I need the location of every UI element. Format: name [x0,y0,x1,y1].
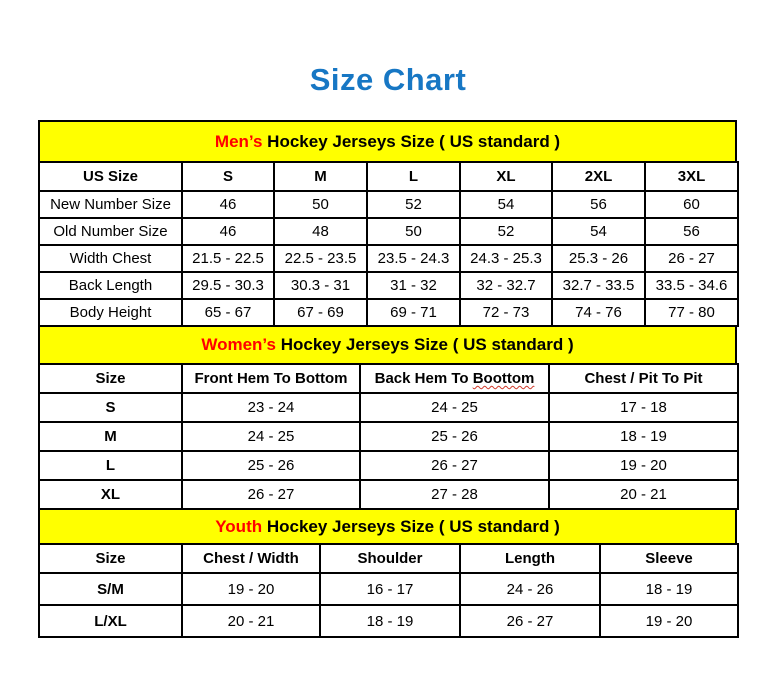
table-cell: 52 [367,191,460,218]
row-label: New Number Size [39,191,182,218]
table-cell: 19 - 20 [182,573,320,605]
column-header: Size [39,544,182,573]
heading-accent-womens: Women’s [201,335,276,354]
column-header: 3XL [645,162,738,191]
table-cell: 16 - 17 [320,573,460,605]
row-label: Width Chest [39,245,182,272]
table-cell: 67 - 69 [274,299,367,326]
table-row [39,393,738,422]
mens-size-table [38,161,739,327]
table-cell: 50 [367,218,460,245]
size-chart [38,120,737,638]
table-cell: 74 - 76 [552,299,645,326]
column-header: Size [39,364,182,393]
section-heading-mens [38,120,737,163]
row-label: M [39,422,182,451]
row-label: S [39,393,182,422]
row-label: XL [39,480,182,509]
table-header-row [39,364,738,393]
table-row [39,299,738,326]
table-cell: 33.5 - 34.6 [645,272,738,299]
table-cell: 72 - 73 [460,299,552,326]
heading-rest-youth: Hockey Jerseys Size ( US standard ) [262,516,560,536]
table-cell: 29.5 - 30.3 [182,272,274,299]
table-cell: 26 - 27 [645,245,738,272]
column-header: Shoulder [320,544,460,573]
table-cell: 65 - 67 [182,299,274,326]
table-cell: 21.5 - 22.5 [182,245,274,272]
table-header-row [39,544,738,573]
column-header: Front Hem To Bottom [182,364,360,393]
row-label: L/XL [39,605,182,637]
heading-rest-mens: Hockey Jerseys Size ( US standard ) [262,131,561,151]
table-row [39,480,738,509]
row-label: Back Length [39,272,182,299]
table-cell: 18 - 19 [549,422,738,451]
table-cell: 48 [274,218,367,245]
table-cell: 32 - 32.7 [460,272,552,299]
column-header: 2XL [552,162,645,191]
table-cell: 30.3 - 31 [274,272,367,299]
table-cell: 26 - 27 [360,451,549,480]
column-header: Length [460,544,600,573]
table-row [39,218,738,245]
table-row [39,422,738,451]
section-heading-womens [38,325,737,365]
column-header: Chest / Width [182,544,320,573]
table-row [39,245,738,272]
table-cell: 25.3 - 26 [552,245,645,272]
table-cell: 23 - 24 [182,393,360,422]
column-header: Sleeve [600,544,738,573]
table-header-row [39,162,738,191]
table-cell: 17 - 18 [549,393,738,422]
table-cell: 24 - 25 [182,422,360,451]
page-title: Size Chart [309,62,467,97]
table-cell: 56 [552,191,645,218]
column-header: L [367,162,460,191]
table-cell: 26 - 27 [182,480,360,509]
table-cell: 77 - 80 [645,299,738,326]
table-cell: 31 - 32 [367,272,460,299]
column-header: XL [460,162,552,191]
section-heading-youth [38,508,737,545]
row-label: Body Height [39,299,182,326]
table-cell: 56 [645,218,738,245]
back-hem-prefix: Back Hem To [374,370,473,387]
column-header-misspelled [360,364,549,393]
heading-rest-womens: Hockey Jerseys Size ( US standard ) [275,335,574,354]
table-row [39,573,738,605]
heading-accent-mens: Men’s [214,131,263,151]
table-cell: 25 - 26 [182,451,360,480]
table-cell: 20 - 21 [182,605,320,637]
table-cell: 24 - 25 [360,393,549,422]
table-cell: 50 [274,191,367,218]
heading-accent-youth: Youth [215,516,263,536]
table-cell: 27 - 28 [360,480,549,509]
table-row [39,605,738,637]
table-cell: 52 [460,218,552,245]
table-row [39,191,738,218]
table-row [39,272,738,299]
table-cell: 69 - 71 [367,299,460,326]
table-cell: 24 - 26 [460,573,600,605]
column-header: S [182,162,274,191]
column-header: M [274,162,367,191]
back-hem-misspelled-word: Boottom [472,370,535,387]
row-label: Old Number Size [39,218,182,245]
table-cell: 24.3 - 25.3 [460,245,552,272]
column-header: US Size [39,162,182,191]
table-cell: 46 [182,191,274,218]
womens-size-table [38,363,739,510]
youth-size-table [38,543,739,638]
table-cell: 19 - 20 [549,451,738,480]
table-cell: 26 - 27 [460,605,600,637]
table-cell: 19 - 20 [600,605,738,637]
table-cell: 46 [182,218,274,245]
table-cell: 54 [460,191,552,218]
column-header: Chest / Pit To Pit [549,364,738,393]
table-cell: 18 - 19 [320,605,460,637]
table-row [39,451,738,480]
table-cell: 18 - 19 [600,573,738,605]
table-cell: 54 [552,218,645,245]
table-cell: 32.7 - 33.5 [552,272,645,299]
table-cell: 60 [645,191,738,218]
row-label: L [39,451,182,480]
table-cell: 25 - 26 [360,422,549,451]
table-cell: 20 - 21 [549,480,738,509]
table-cell: 23.5 - 24.3 [367,245,460,272]
table-cell: 22.5 - 23.5 [274,245,367,272]
row-label: S/M [39,573,182,605]
